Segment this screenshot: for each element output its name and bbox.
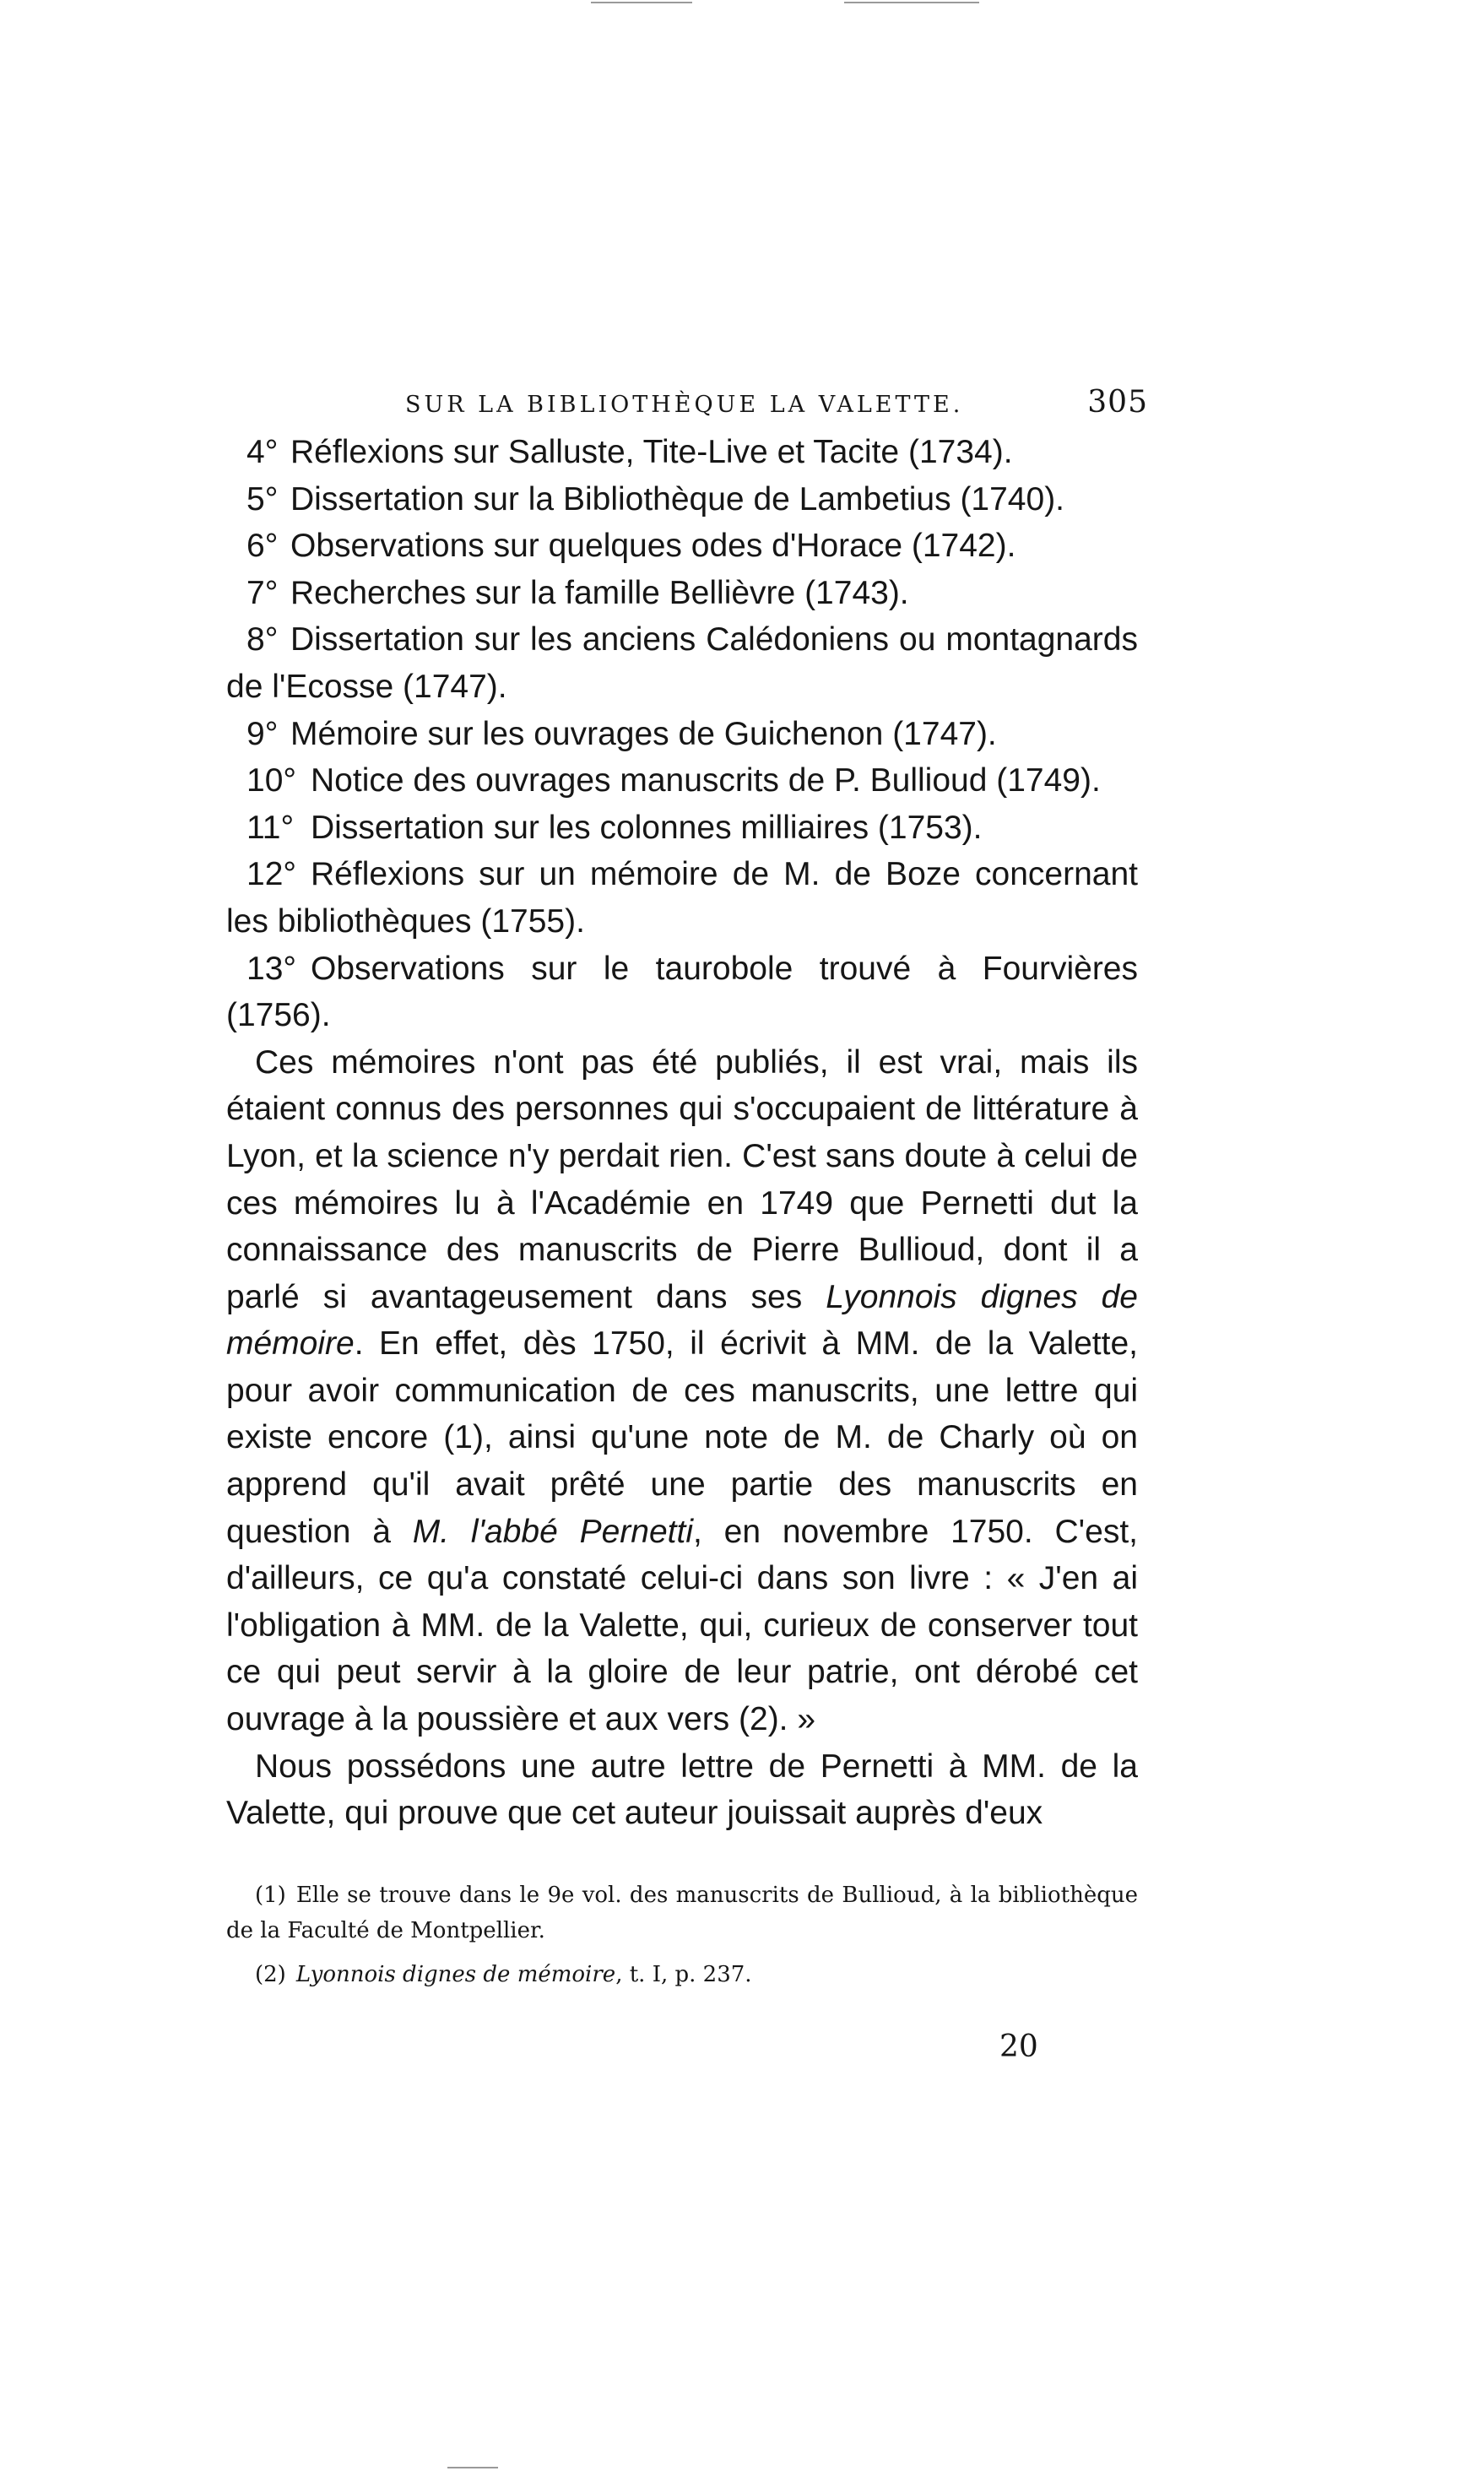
item-number: 9° (246, 715, 279, 752)
list-item (226, 429, 1138, 476)
list-item (226, 523, 1138, 570)
item-number: 4° (246, 434, 279, 470)
footnote-2 (226, 1957, 1138, 1992)
running-title: SUR LA BIBLIOTHÈQUE LA VALETTE. (405, 392, 964, 418)
item-text: Dissertation sur la Bibliothèque de Lambetius (1740). (290, 480, 1065, 518)
item-number: 5° (246, 480, 279, 518)
item-number: 11° (246, 809, 295, 846)
item-number: 8° (246, 621, 279, 658)
scan-artifact-bottom (447, 2467, 498, 2468)
item-text: Réflexions sur Salluste, Tite-Live et Tacite (1734). (290, 434, 1013, 470)
person-name: M. l'abbé Pernetti (412, 1513, 694, 1550)
footnote-mark: (1) (255, 1883, 286, 1908)
paragraph-text: . En effet, dès 1750, il écrivit à MM. de la Valette, pour avoir communication de ces manuscrits, une lettre qui existe encore (1), ainsi qu'une note de M. de Charly où on apprend qu'il avait prêté une partie des manuscrits en question à (226, 1325, 1138, 1550)
item-text: Recherches sur la famille Bellièvre (1743). (290, 574, 909, 611)
paragraph-text: Ces mémoires n'ont pas été publiés, il est vrai, mais ils étaient connus des personnes qui s'occupaient de littérature à Lyon, et la science n'y perdait rien. C'est sans doute à celui de ces mémoires lu à l'Académie en 1749 que Pernetti dut la connaissance des manuscrits de Pierre Bullioud, dont il a parlé si avantageusement dans ses (226, 1043, 1138, 1315)
footnote-1 (226, 1878, 1138, 1948)
list-item (226, 946, 1138, 1039)
item-text: Notice des ouvrages manuscrits de P. Bullioud (1749). (311, 762, 1101, 799)
item-number: 12° (246, 856, 296, 893)
item-number: 10° (246, 762, 296, 799)
list-item (226, 476, 1138, 523)
item-text: Réflexions sur un mémoire de M. de Boze concernant les bibliothèques (1755). (226, 856, 1138, 940)
paragraph-memoires (226, 1039, 1138, 1743)
list-item (226, 757, 1138, 805)
paragraph-text: , en novembre 1750. C'est, d'ailleurs, ce qu'a constaté celui-ci dans son livre : « J'en ai l'obligation à MM. de la Valette, qui, curieux de conserver tout ce qui peut servir à la gloire de leur patrie, ont dérobé cet ouvrage à la poussière et aux vers (2). » (226, 1513, 1138, 1738)
page-number: 305 (1087, 385, 1148, 420)
running-head (405, 385, 1148, 427)
list-item (226, 616, 1138, 710)
footnote-mark: (2) (255, 1962, 286, 1987)
item-number: 7° (246, 574, 279, 611)
footnote-text: , t. I, p. 237. (615, 1962, 752, 1987)
item-number: 6° (246, 528, 279, 565)
list-item (226, 805, 1138, 852)
scan-artifact-top (591, 2, 692, 3)
footnote-book-title: Lyonnois dignes de mémoire (295, 1962, 616, 1987)
item-text: Observations sur quelques odes d'Horace (1742). (290, 528, 1016, 565)
paragraph-lettre: Nous possédons une autre lettre de Pernetti à MM. de la Valette, qui prouve que cet auteur jouissait auprès d'eux (226, 1748, 1138, 1832)
item-text: Mémoire sur les ouvrages de Guichenon (1747). (290, 715, 997, 752)
footnote-text: Elle se trouve dans le 9e vol. des manuscrits de Bullioud, à la bibliothèque de la Faculté de Montpellier. (226, 1883, 1138, 1943)
signature-mark: 20 (999, 2029, 1038, 2064)
footnotes (226, 1878, 1138, 2001)
list-item (226, 711, 1138, 758)
list-item (226, 851, 1138, 945)
item-text: Observations sur le taurobole trouvé à Fourvières (1756). (226, 950, 1138, 1034)
scan-artifact-top (844, 2, 979, 3)
item-number: 13° (246, 950, 296, 987)
item-text: Dissertation sur les anciens Calédoniens ou montagnards de l'Ecosse (1747). (226, 621, 1138, 705)
item-text: Dissertation sur les colonnes milliaires (1753). (311, 809, 983, 846)
body-text (226, 429, 1138, 1837)
list-item (226, 570, 1138, 617)
book-title: Lyonnois dignes de mémoire (226, 1278, 1138, 1363)
